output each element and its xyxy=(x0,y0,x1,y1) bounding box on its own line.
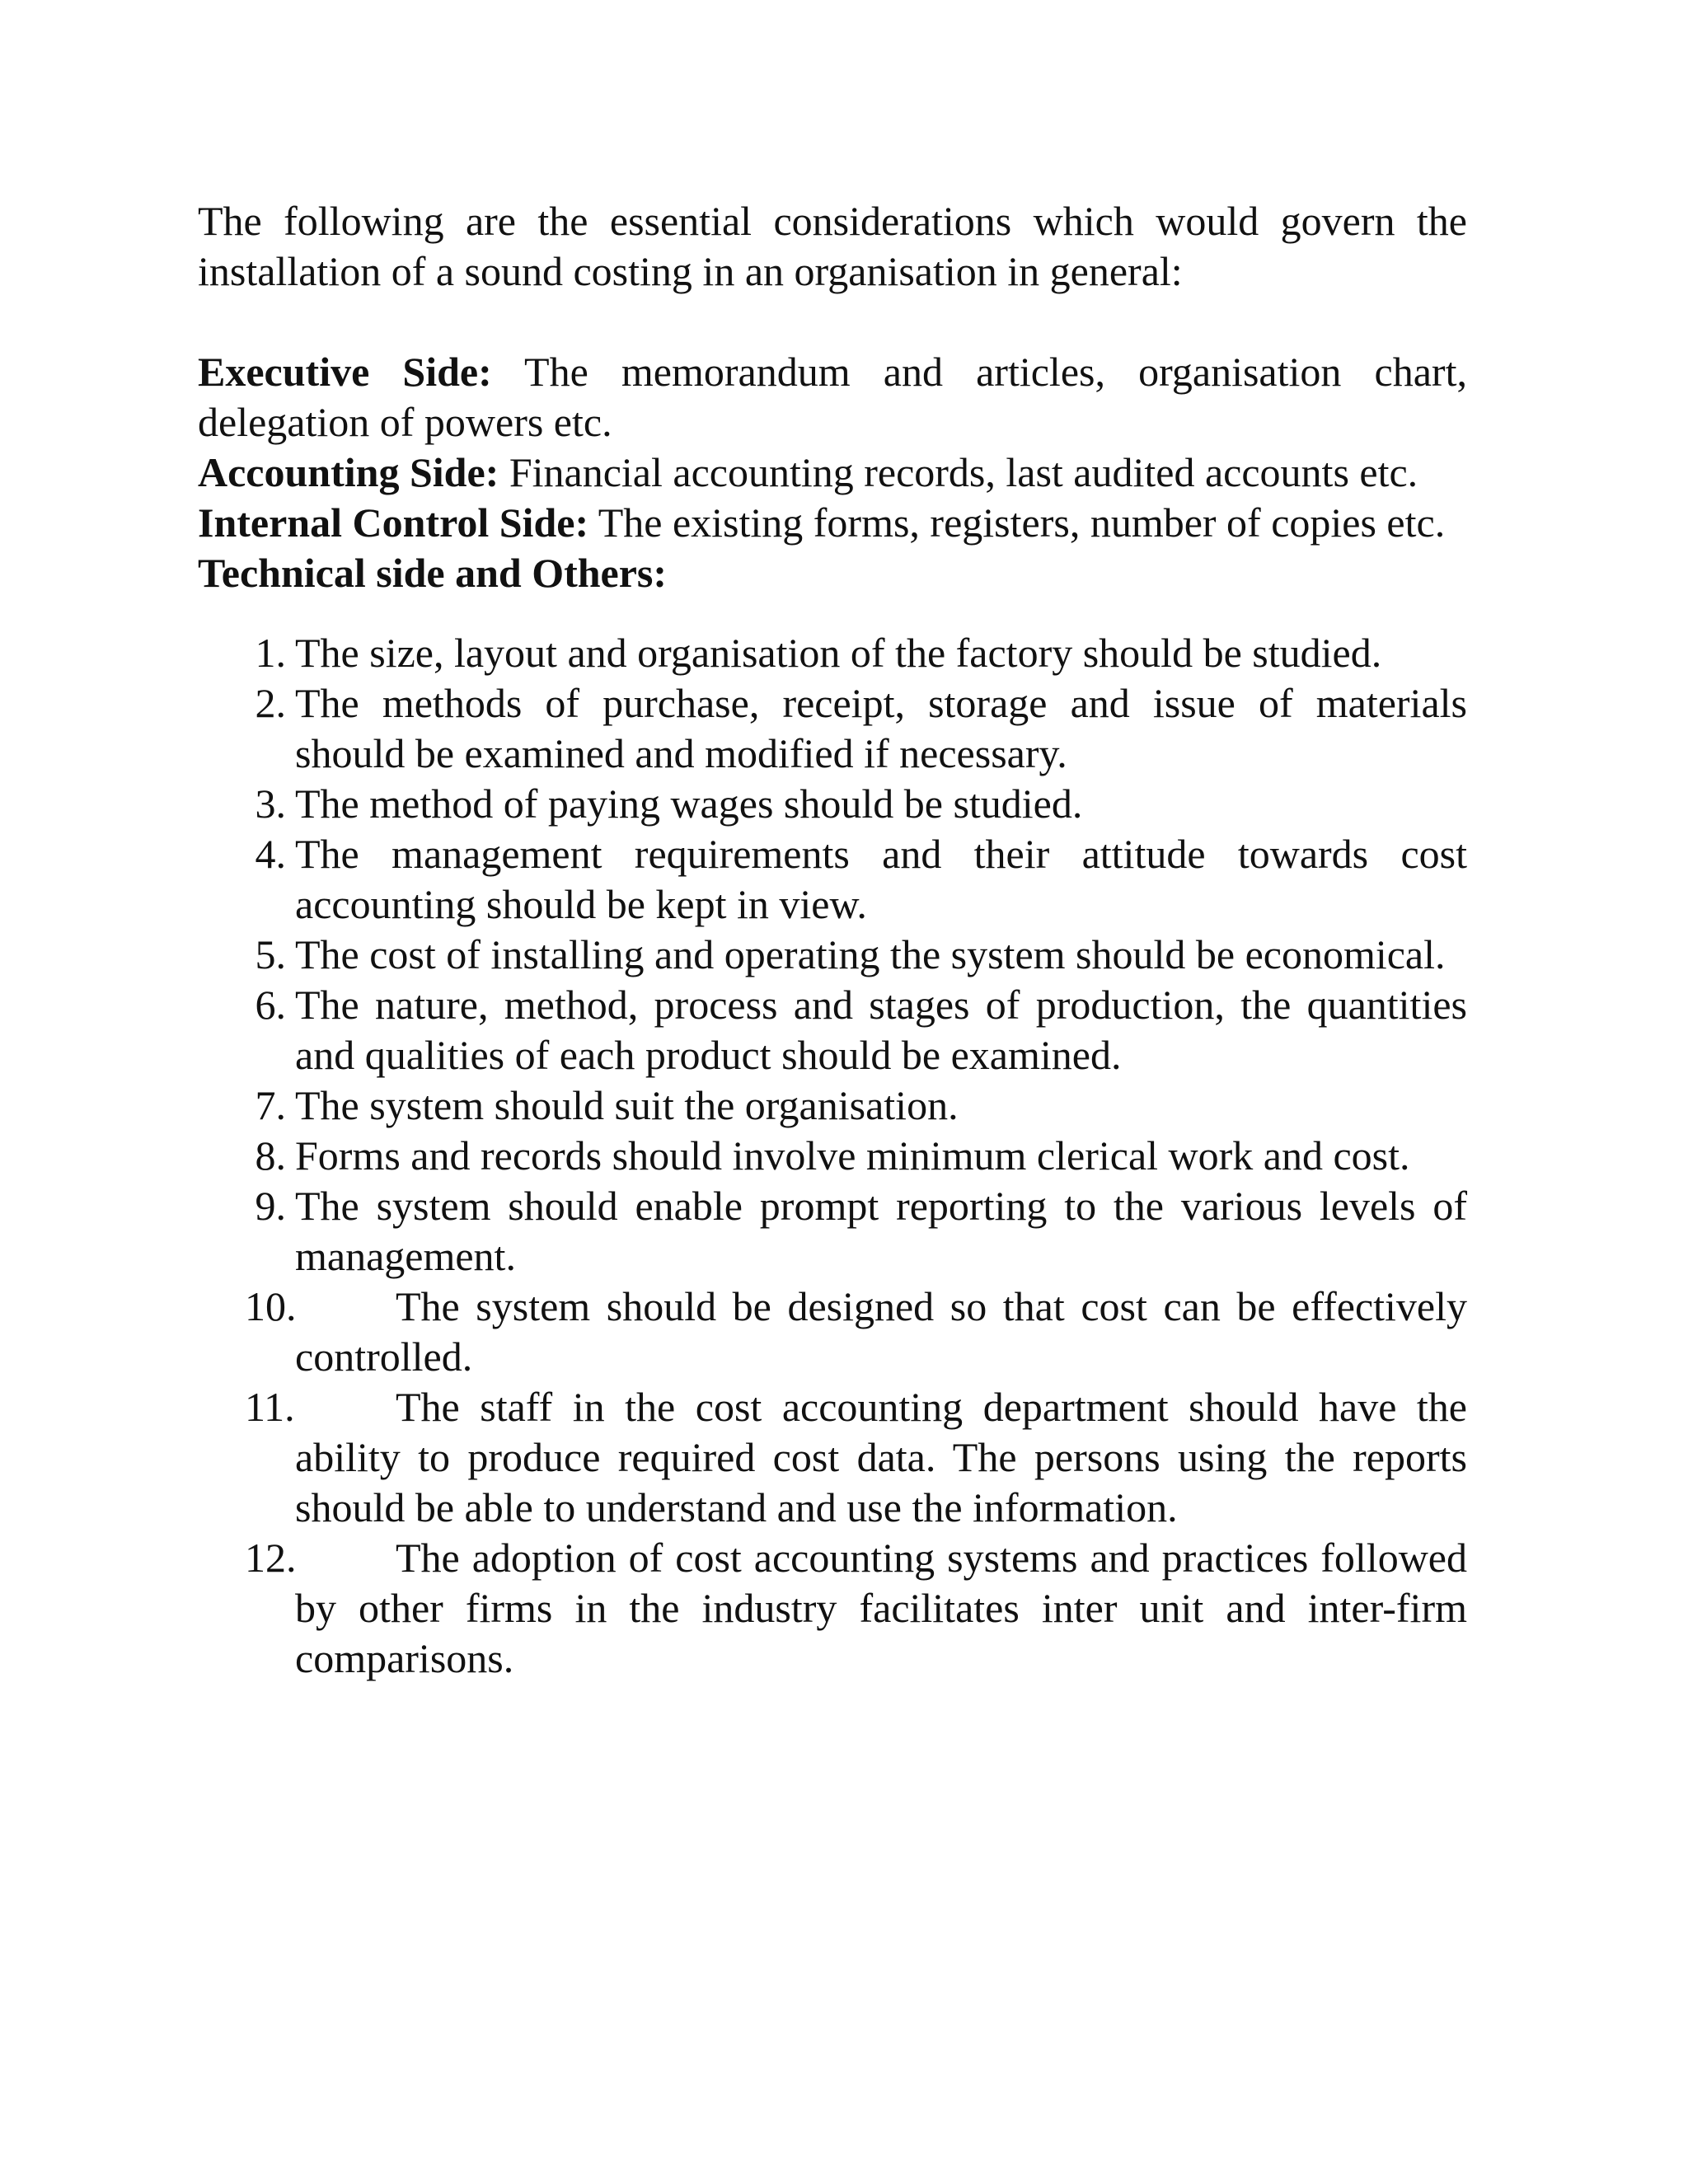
list-item xyxy=(198,1131,1467,1181)
executive-side-paragraph xyxy=(198,347,1467,448)
list-item-number: 9. xyxy=(255,1183,286,1229)
list-item-text: The system should be designed so that cost can be effectively controlled. xyxy=(295,1283,1467,1380)
list-item xyxy=(198,779,1467,829)
list-item-number: 10. xyxy=(245,1283,297,1329)
list-item-number: 2. xyxy=(255,680,286,726)
executive-side-label: Executive Side: xyxy=(198,349,492,395)
list-item-number: 7. xyxy=(255,1082,286,1128)
list-item-text: The adoption of cost accounting systems and practices followed by other firms in the industry facilitates inter unit and inter-firm comparisons. xyxy=(295,1535,1467,1681)
list-item xyxy=(198,1181,1467,1282)
list-item xyxy=(198,1080,1467,1131)
list-item-number: 1. xyxy=(255,630,286,676)
list-item xyxy=(198,829,1467,930)
list-item-number: 6. xyxy=(255,982,286,1028)
list-item-text: The staff in the cost accounting department should have the ability to produce required cost data. The persons using the reports should be able to understand and use the information. xyxy=(295,1384,1467,1530)
list-item-text: Forms and records should involve minimum clerical work and cost. xyxy=(295,1132,1410,1179)
list-item-text: The methods of purchase, receipt, storage and issue of materials should be examined and modified if necessary. xyxy=(295,680,1467,776)
accounting-side-text: Financial accounting records, last audited accounts etc. xyxy=(509,449,1418,495)
internal-control-side-label: Internal Control Side: xyxy=(198,499,589,546)
list-item-text: The cost of installing and operating the system should be economical. xyxy=(295,931,1446,977)
list-item-number: 5. xyxy=(255,931,286,977)
list-item xyxy=(198,678,1467,779)
list-item-text: The system should enable prompt reporting to the various levels of management. xyxy=(295,1183,1467,1279)
list-item-number: 4. xyxy=(255,831,286,877)
list-item xyxy=(198,930,1467,980)
internal-control-side-paragraph xyxy=(198,498,1467,548)
list-item-number: 12. xyxy=(245,1535,297,1581)
list-item-text: The management requirements and their attitude towards cost accounting should be kept in view. xyxy=(295,831,1467,927)
list-item-text: The nature, method, process and stages of production, the quantities and qualities of each product should be examined. xyxy=(295,982,1467,1078)
internal-control-side-text: The existing forms, registers, number of copies etc. xyxy=(598,499,1446,546)
executive-side-text: The memorandum and articles, organisation chart, delegation of powers etc. xyxy=(198,349,1467,445)
intro-paragraph: The following are the essential considerations which would govern the installation of a sound costing in an organisation in general: xyxy=(198,198,1467,294)
list-item-number: 8. xyxy=(255,1132,286,1179)
list-item-number: 3. xyxy=(255,780,286,827)
list-item-text: The system should suit the organisation. xyxy=(295,1082,959,1128)
technical-side-heading: Technical side and Others: xyxy=(198,550,668,596)
accounting-side-paragraph xyxy=(198,448,1467,498)
list-item xyxy=(198,628,1467,678)
document-page xyxy=(198,196,1467,1684)
list-item xyxy=(198,1282,1467,1382)
list-item-text: The method of paying wages should be studied. xyxy=(295,780,1083,827)
list-item xyxy=(198,980,1467,1080)
considerations-list xyxy=(198,628,1467,1684)
list-item xyxy=(198,1533,1467,1684)
list-item xyxy=(198,1382,1467,1533)
list-item-number: 11. xyxy=(245,1384,295,1430)
list-item-text: The size, layout and organisation of the factory should be studied. xyxy=(295,630,1382,676)
accounting-side-label: Accounting Side: xyxy=(198,449,499,495)
